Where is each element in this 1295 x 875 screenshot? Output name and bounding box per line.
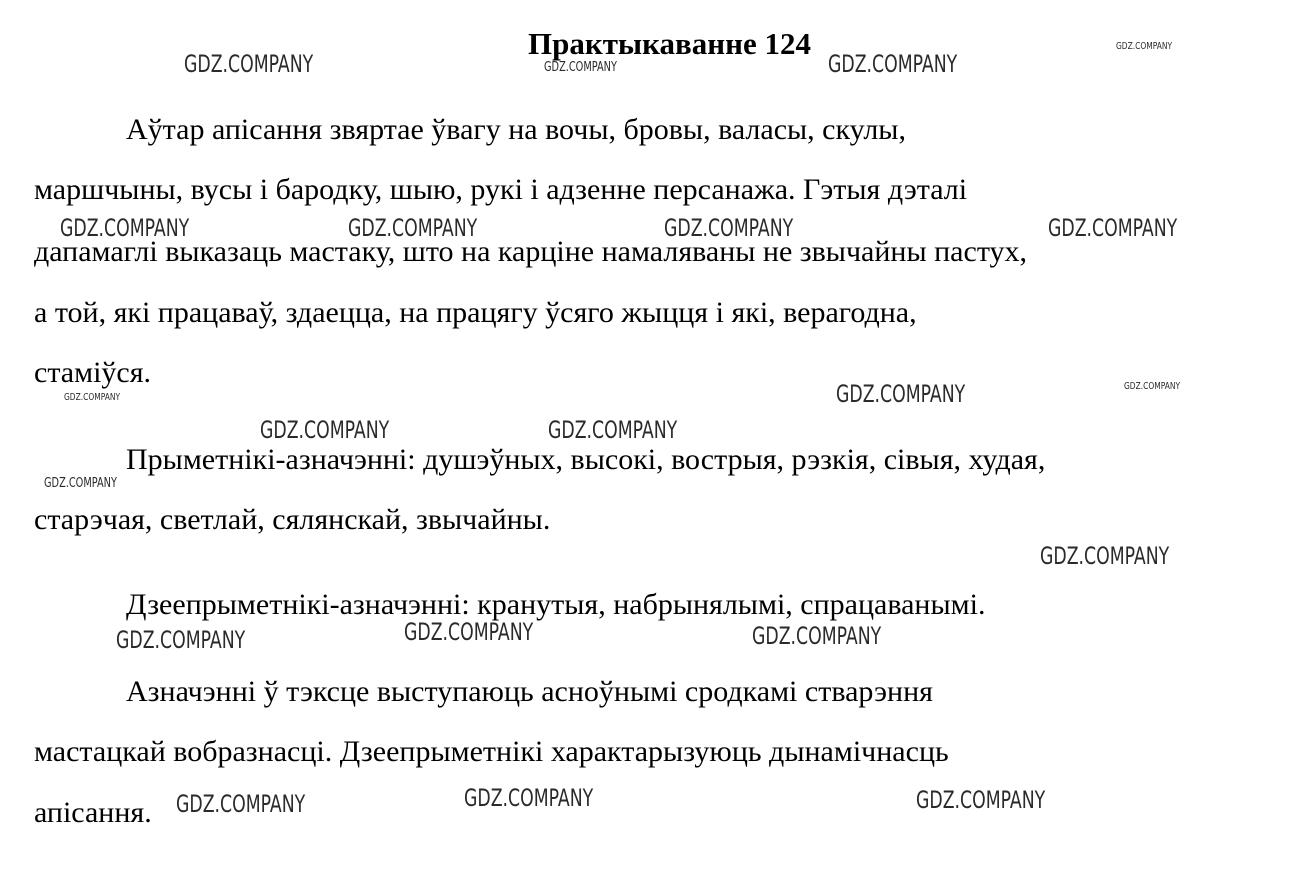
- watermark: GDZ.COMPANY: [752, 622, 882, 650]
- watermark: GDZ.COMPANY: [116, 626, 246, 654]
- watermark: GDZ.COMPANY: [464, 784, 594, 812]
- watermark: GDZ.COMPANY: [184, 50, 314, 78]
- watermark: GDZ.COMPANY: [1116, 41, 1173, 52]
- watermark: GDZ.COMPANY: [836, 380, 966, 408]
- paragraph-2-line-2: старэчая, светлай, сялянскай, звычайны.: [34, 503, 551, 536]
- paragraph-4-line-3: апісання.: [34, 796, 152, 829]
- paragraph-4-line-2: мастацкай вобразнасці. Дзеепрыметнікі характарызуюць дынамічнасць: [34, 735, 949, 768]
- paragraph-3-line-1: Дзеепрыметнікі-азначэнні: кранутыя, набрынялымі, спрацаванымі.: [126, 588, 986, 621]
- watermark: GDZ.COMPANY: [916, 786, 1046, 814]
- watermark: GDZ.COMPANY: [544, 60, 617, 75]
- paragraph-1-line-2: маршчыны, вусы і бародку, шыю, рукі і адзенне персанажа. Гэтыя дэталі: [34, 173, 968, 206]
- watermark: GDZ.COMPANY: [60, 214, 190, 242]
- paragraph-2-line-1: Прыметнікі-азначэнні: душэўных, высокі, вострыя, рэзкія, сівыя, худая,: [126, 443, 1046, 476]
- watermark: GDZ.COMPANY: [260, 416, 390, 444]
- watermark: GDZ.COMPANY: [1048, 214, 1178, 242]
- watermark: GDZ.COMPANY: [1124, 381, 1181, 392]
- page-title: Практыкаванне 124: [527, 26, 811, 61]
- watermark: GDZ.COMPANY: [828, 50, 958, 78]
- watermark: GDZ.COMPANY: [64, 392, 121, 403]
- paragraph-4-line-1: Азначэнні ў тэксце выступаюць асноўнымі сродкамі стварэння: [126, 675, 933, 708]
- paragraph-1-line-3: дапамаглі выказаць мастаку, што на карціне намаляваны не звычайны пастух,: [34, 235, 1028, 268]
- paragraph-1-line-4: а той, які працаваў, здаецца, на працягу ўсяго жыцця і які, верагодна,: [34, 296, 917, 329]
- watermark: GDZ.COMPANY: [548, 416, 678, 444]
- watermark: GDZ.COMPANY: [1040, 542, 1170, 570]
- watermark: GDZ.COMPANY: [404, 618, 534, 646]
- watermark: GDZ.COMPANY: [664, 214, 794, 242]
- watermark: GDZ.COMPANY: [348, 214, 478, 242]
- paragraph-1-line-1: Аўтар апісання звяртае ўвагу на вочы, бровы, валасы, скулы,: [126, 113, 906, 146]
- watermark: GDZ.COMPANY: [44, 476, 117, 491]
- paragraph-1-line-5: стаміўся.: [34, 356, 152, 389]
- watermark: GDZ.COMPANY: [176, 790, 306, 818]
